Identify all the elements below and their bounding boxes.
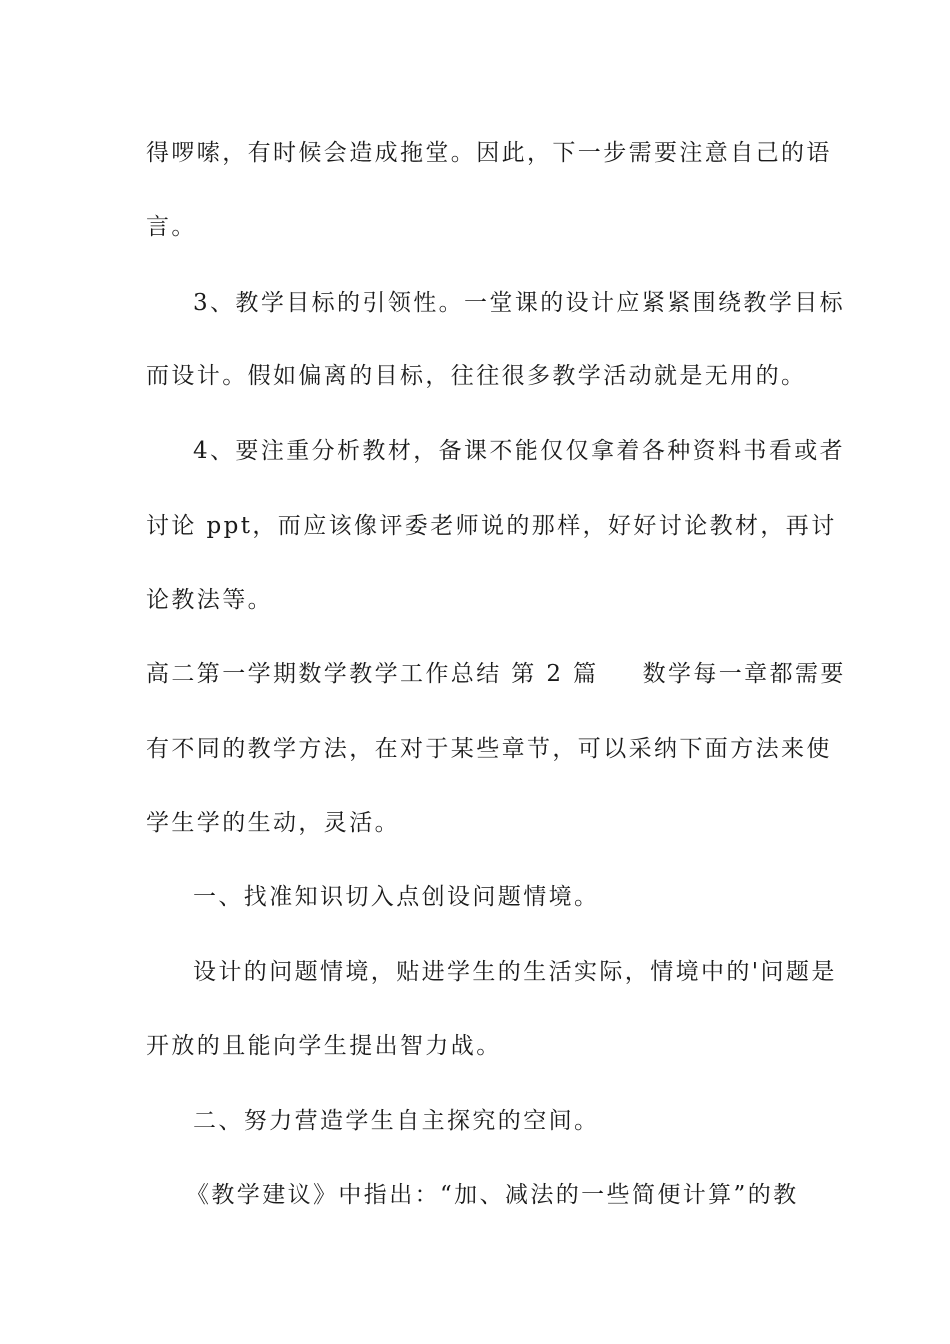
- body-text-line: 学生学的生动，灵活。: [146, 810, 400, 836]
- paragraph-line: 设计的问题情境，贴进学生的生活实际，情境中的'问题是: [193, 959, 837, 985]
- subheading-line: 二、努力营造学生自主探究的空间。: [193, 1108, 600, 1134]
- paragraph-line: 4、要注重分析教材，备课不能仅仅拿着各种资料书看或者: [193, 438, 846, 464]
- body-text-line: 得啰嗦，有时候会造成拖堂。因此，下一步需要注意自己的语: [146, 140, 832, 166]
- body-text-line: 有不同的教学方法，在对于某些章节，可以采纳下面方法来使: [146, 736, 832, 762]
- body-text-line: 言。: [146, 214, 197, 240]
- section-first-text: 数学每一章都需要: [642, 661, 846, 687]
- body-text-line: 论教法等。: [146, 587, 273, 613]
- section-heading-line: [146, 654, 846, 694]
- paragraph-line: 《教学建议》中指出：“加、减法的一些简便计算”的教: [186, 1182, 799, 1208]
- section-heading: 高二第一学期数学教学工作总结 第 2 篇: [146, 661, 599, 687]
- subheading-line: 一、找准知识切入点创设问题情境。: [193, 884, 600, 910]
- paragraph-line: 3、教学目标的引领性。一堂课的设计应紧紧围绕教学目标: [193, 290, 846, 316]
- body-text-line: 而设计。假如偏离的目标，往往很多教学活动就是无用的。: [146, 363, 807, 389]
- body-text-line: 讨论 ppt，而应该像评委老师说的那样，好好讨论教材，再讨: [146, 513, 837, 539]
- body-text-line: 开放的且能向学生提出智力战。: [146, 1033, 502, 1059]
